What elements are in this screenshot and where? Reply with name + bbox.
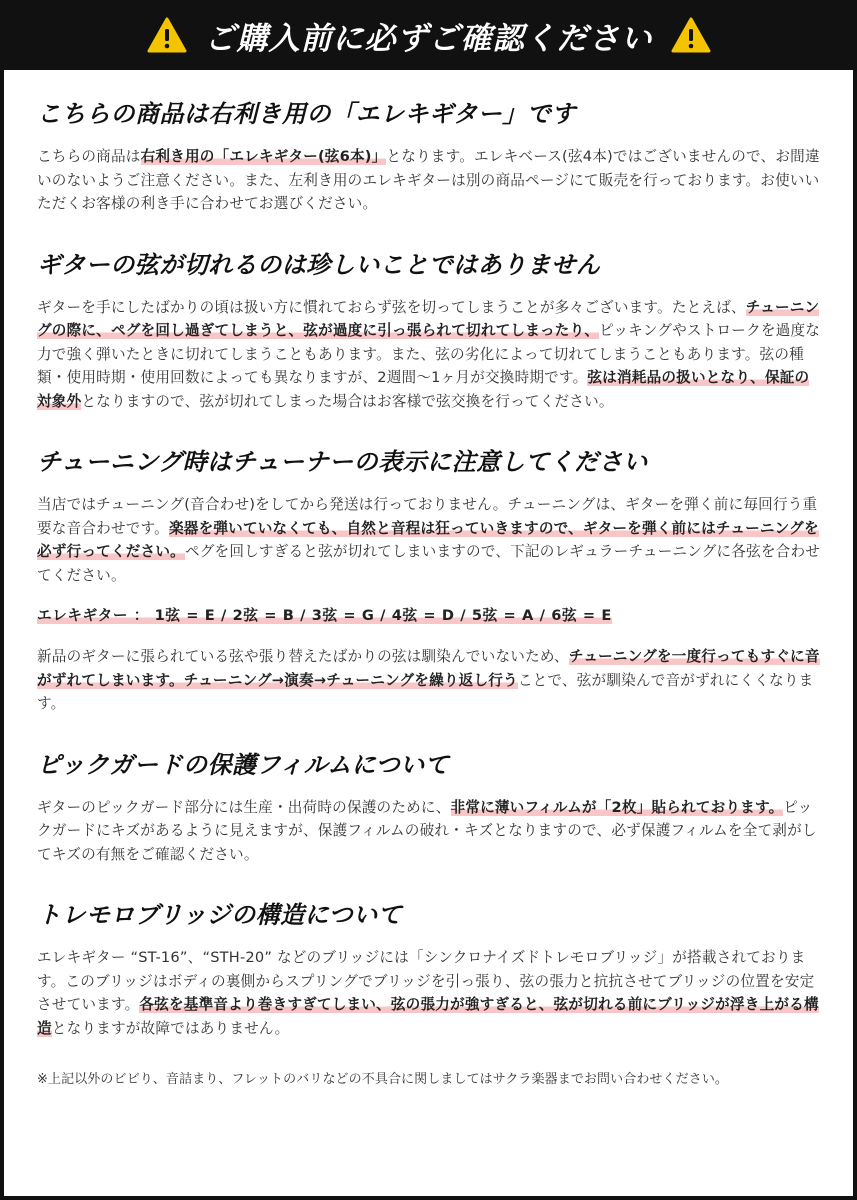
section-paragraph — [37, 796, 821, 867]
body-text: ギターのピックガード部分には生産・出荷時の保護のために、 — [37, 798, 451, 816]
highlighted-text: 非常に薄いフィルムが「2枚」貼られております。 — [450, 798, 784, 816]
section-paragraph — [37, 493, 821, 587]
body-text: 新品のギターに張られている弦や張り替えたばかりの弦は馴染んでいないため、 — [37, 648, 569, 665]
tuning-spec-text: エレキギター ： 1弦 = E / 2弦 = B / 3弦 = G / 4弦 = D / 5弦 = A / 6弦 = E — [37, 607, 612, 624]
highlighted-text: 各弦を基準音より巻きすぎてしまい、弦の張力が強すぎると、弦が切れる前にブリッジが浮き上がる構造 — [37, 996, 819, 1037]
section-heading: ピックガードの保護フィルムについて — [37, 750, 450, 779]
highlighted-text: チューニングを一度行ってもすぐに音がずれてしまいます。チューニング→演奏→チューニングを繰り返し行う — [37, 648, 820, 689]
body-text: ことで、弦が馴染んで音がずれにくくなります。 — [37, 671, 814, 712]
highlighted-text: チューニングの際に、ペグを回し過ぎてしまうと、弦が過度に引っ張られて切れてしまったり、 — [37, 298, 820, 339]
section-paragraph — [37, 296, 821, 414]
highlighted-text: 右利き用の「エレキギター(弦6本)」 — [140, 148, 387, 165]
warning-banner — [0, 0, 857, 70]
warning-icon — [671, 17, 711, 53]
section-paragraph — [37, 946, 821, 1040]
section-pickguard — [37, 749, 821, 867]
section-right-handed — [37, 98, 821, 216]
notice-panel — [4, 70, 853, 1196]
body-text: ギターを手にしたばかりの頃は扱い方に慣れておらず弦を切ってしまうことが多々ございます。たとえば、 — [37, 298, 746, 316]
footnote: ※上記以外のビビり、音詰まり、フレットのバリなどの不具合に関しましてはサクラ楽器までお問い合わせください。 — [37, 1072, 729, 1087]
section-paragraph — [37, 145, 821, 216]
body-text: ピックガードにキズがあるように見えますが、保護フィルムの破れ・キズとなりますので、必ず保護フィルムを全て剥がしてキズの有無をご確認ください。 — [37, 798, 817, 863]
body-text: エレキギター “ST-16”、“STH-20” などのブリッジには「シンクロナイズドトレモロブリッジ」が搭載されております。このブリッジはボディの裏側からスプリングでブリッジを引っ張り、弦の張力と抗抗させてブリッジの位置を安定させています。 — [37, 949, 815, 1013]
banner-title: ご購入前に必ずご確認ください — [204, 20, 653, 57]
tuning-spec — [37, 604, 821, 628]
section-strings — [37, 249, 821, 414]
warning-icon — [147, 17, 187, 53]
body-text: となりますので、弦が切れてしまった場合はお客様で弦交換を行ってください。 — [81, 392, 614, 410]
body-text: となります。エレキベース(弦4本)ではございませんので、お間違いのないようご注意ください。また、左利き用のエレキギターは別の商品ページにて販売を行っております。お使いいただくお客様の利き手に合わせてお選びください。 — [37, 148, 820, 212]
section-paragraph — [37, 645, 821, 716]
body-text: 当店ではチューニング(音合わせ)をしてから発送は行っておりません。チューニングは、ギターを弾く前に毎回行う重要な音合わせです。 — [37, 496, 818, 537]
body-text: ペグを回しすぎると弦が切れてしまいますので、下記のレギュラーチューニングに各弦を合わせてください。 — [37, 543, 821, 584]
body-text: ピッキングやストロークを過度な力で強く弾いたときに切れてしまうこともあります。また、弦の劣化によって切れてしまうこともあります。弦の種類・使用時期・使用回数によっても異なりますが、2週間〜1ヶ月が交換時期です。 — [37, 322, 821, 386]
body-text: となりますが故障ではありません。 — [51, 1019, 290, 1037]
section-heading: チューニング時はチューナーの表示に注意してください — [37, 448, 648, 476]
section-heading: こちらの商品は右利き用の「エレキギター」です — [37, 100, 576, 128]
highlighted-text: 弦は消耗品の扱いとなり、保証の対象外 — [37, 369, 810, 410]
section-tremolo — [37, 899, 821, 1040]
section-heading: トレモロブリッジの構造について — [37, 901, 403, 929]
highlighted-text: 楽器を弾いていなくても、自然と音程は狂っていきますので、ギターを弾く前にはチューニングを必ず行ってください。 — [37, 519, 819, 560]
section-tuning — [37, 446, 821, 716]
body-text: こちらの商品は — [37, 148, 141, 165]
section-heading: ギターの弦が切れるのは珍しいことではありません — [37, 250, 601, 279]
